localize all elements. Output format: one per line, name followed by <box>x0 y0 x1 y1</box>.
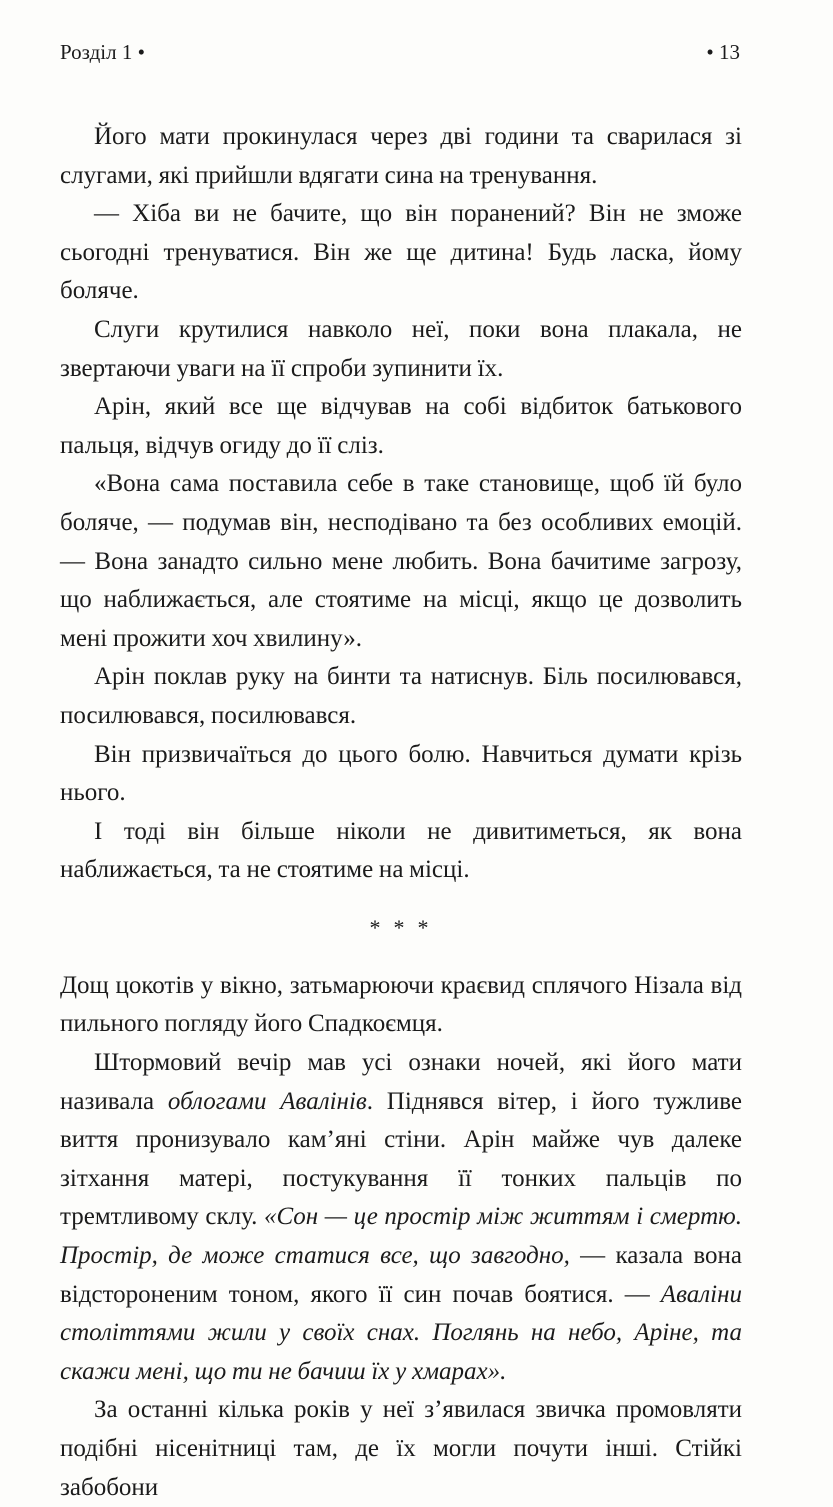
paragraph: — Хіба ви не бачите, що він поранений? Він не зможе сьогодні тренуватися. Він же ще дитина! Будь ласка, йому боляче. <box>60 200 742 305</box>
paragraph: Його мати прокинулася через дві години та сварилася зі слугами, які прийшли вдягати сина на тренування. <box>60 123 742 189</box>
paragraph: Арін, який все ще відчував на собі відбиток батькового пальця, відчув огиду до її сліз. <box>60 393 742 459</box>
italic-span: Аваліни століттями жили у своїх снах. Поглянь на небо, Аріне, та скажи мені, що ти не бачиш їх у хмарах». <box>60 1280 742 1385</box>
section-separator: * * * <box>369 914 433 940</box>
paragraph: Арін поклав руку на бинти та натиснув. Біль посилювався, посилювався, посилювався. <box>60 663 742 729</box>
paragraph: Слуги крутилися навколо неї, поки вона плакала, не звертаючи уваги на її спроби зупинити їх. <box>60 315 742 382</box>
body-text <box>60 118 742 1507</box>
paragraph: «Вона сама поставила себе в таке становище, щоб їй було боляче, — подумав він, несподівано та без особливих емоцій. — Вона занадто сильно мене любить. Вона бачитиме загрозу, що наближається, але стоятиме на місці, якщо це дозволить мені прожити хоч хвилину». <box>60 470 742 652</box>
paragraph: Дощ цокотів у вікно, затьмарюючи краєвид сплячого Нізала від пильного погляду його Спадкоємця. <box>60 971 742 1038</box>
paragraph: Він призвичаїться до цього болю. Навчиться думати крізь нього. <box>60 740 742 807</box>
text-span: — казала вона відстороненим тоном, якого її син почав боятися. — <box>60 1242 742 1308</box>
paragraph <box>60 1044 742 1391</box>
italic-span: облогами Авалінів <box>167 1087 367 1115</box>
page-number: • 13 <box>706 40 740 64</box>
paragraph: За останні кілька років у неї з’явилася звичка промовляти подібні нісенітниці там, де їх могли почути інші. Стійкі забобони <box>60 1396 742 1501</box>
text-span: . Піднявся вітер, і його тужливе виття пронизувало кам’яні стіни. Арін майже чув далеке зітхання матері, постукування її тонких пальців по тремтливому склу. <box>60 1087 742 1231</box>
paragraph: І тоді він більше ніколи не дивитиметься, як вона наближається, та не стоятиме на місці. <box>60 817 742 884</box>
chapter-title: Розділ 1 • <box>60 40 145 64</box>
running-head <box>60 40 740 70</box>
italic-span: «Сон — це простір між життям і смертю. Простір, де може статися все, що завгодно, <box>60 1203 743 1270</box>
text-span: Штормовий вечір мав усі ознаки ночей, які його мати називала <box>60 1049 742 1115</box>
